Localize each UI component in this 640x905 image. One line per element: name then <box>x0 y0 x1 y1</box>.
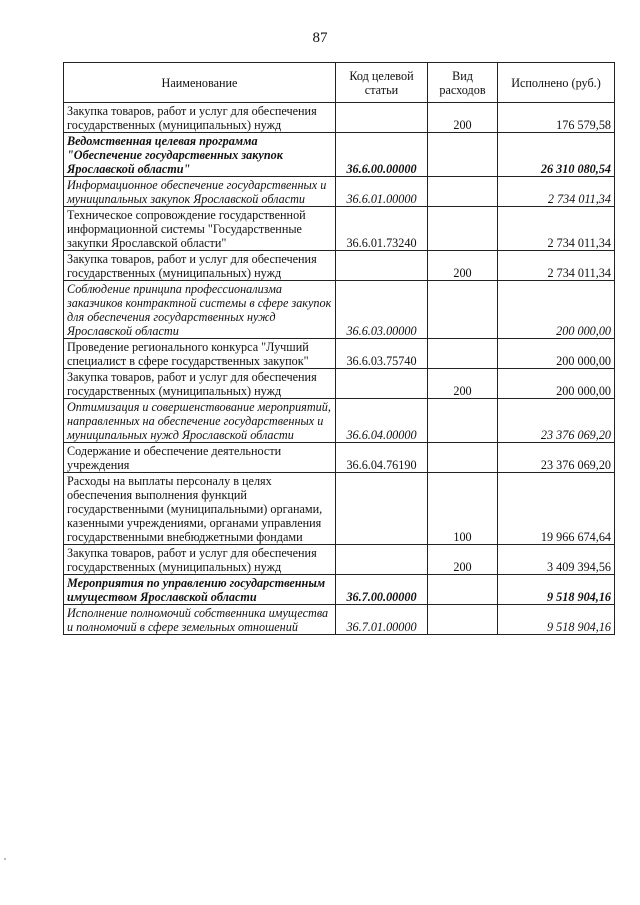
cell-amount: 2 734 011,34 <box>498 177 615 207</box>
cell-code: 36.6.00.00000 <box>336 133 428 177</box>
cell-name: Расходы на выплаты персоналу в целях обеспечения выполнения функций государственными (муниципальными) органами, казенными учреждениями, органами управления государственными внебюджетными фондами <box>64 473 336 545</box>
cell-code: 36.6.01.73240 <box>336 207 428 251</box>
cell-amount: 200 000,00 <box>498 369 615 399</box>
table-row <box>64 251 615 281</box>
cell-name: Закупка товаров, работ и услуг для обеспечения государственных (муниципальных) нужд <box>64 369 336 399</box>
table-row <box>64 399 615 443</box>
cell-amount: 3 409 394,56 <box>498 545 615 575</box>
cell-amount: 26 310 080,54 <box>498 133 615 177</box>
cell-amount: 23 376 069,20 <box>498 443 615 473</box>
table-row <box>64 545 615 575</box>
table-row <box>64 605 615 635</box>
cell-code: 36.6.01.00000 <box>336 177 428 207</box>
header-type: Вид расходов <box>428 63 498 103</box>
cell-type <box>428 575 498 605</box>
cell-code <box>336 369 428 399</box>
cell-type <box>428 605 498 635</box>
cell-amount: 19 966 674,64 <box>498 473 615 545</box>
cell-type <box>428 133 498 177</box>
page-number: 87 <box>312 30 328 46</box>
cell-amount: 9 518 904,16 <box>498 575 615 605</box>
table-row <box>64 443 615 473</box>
cell-name: Техническое сопровождение государственной информационной системы "Государственные закупки Ярославской области" <box>64 207 336 251</box>
cell-code: 36.6.03.75740 <box>336 339 428 369</box>
cell-code <box>336 251 428 281</box>
cell-name: Исполнение полномочий собственника имущества и полномочий в сфере земельных отношений <box>64 605 336 635</box>
cell-amount: 176 579,58 <box>498 103 615 133</box>
cell-type <box>428 339 498 369</box>
header-amount: Исполнено (руб.) <box>498 63 615 103</box>
cell-type <box>428 399 498 443</box>
cell-name: Проведение регионального конкурса "Лучший специалист в сфере государственных закупок" <box>64 339 336 369</box>
cell-type: 200 <box>428 251 498 281</box>
cell-name: Оптимизация и совершенствование мероприятий, направленных на обеспечение государственных и муниципальных нужд Ярославской области <box>64 399 336 443</box>
cell-type <box>428 281 498 339</box>
cell-name: Закупка товаров, работ и услуг для обеспечения государственных (муниципальных) нужд <box>64 545 336 575</box>
cell-name: Информационное обеспечение государственных и муниципальных закупок Ярославской области <box>64 177 336 207</box>
table-row <box>64 207 615 251</box>
cell-amount: 23 376 069,20 <box>498 399 615 443</box>
cell-code <box>336 103 428 133</box>
cell-amount: 2 734 011,34 <box>498 207 615 251</box>
table-header-row <box>64 63 615 103</box>
cell-code: 36.7.01.00000 <box>336 605 428 635</box>
table-row <box>64 339 615 369</box>
cell-amount: 9 518 904,16 <box>498 605 615 635</box>
cell-amount: 200 000,00 <box>498 281 615 339</box>
cell-name: Закупка товаров, работ и услуг для обеспечения государственных (муниципальных) нужд <box>64 251 336 281</box>
cell-type <box>428 443 498 473</box>
cell-type: 100 <box>428 473 498 545</box>
table-row <box>64 133 615 177</box>
table-row <box>64 177 615 207</box>
cell-code: 36.6.04.76190 <box>336 443 428 473</box>
cell-name: Соблюдение принципа профессионализма заказчиков контрактной системы в сфере закупок для обеспечения государственных нужд Ярославской области <box>64 281 336 339</box>
cell-code: 36.6.04.00000 <box>336 399 428 443</box>
expenditure-table <box>63 62 615 635</box>
cell-name: Ведомственная целевая программа "Обеспечение государственных закупок Ярославской области" <box>64 133 336 177</box>
cell-type <box>428 207 498 251</box>
scan-speck <box>4 858 6 860</box>
cell-type: 200 <box>428 545 498 575</box>
table-row <box>64 575 615 605</box>
cell-type <box>428 177 498 207</box>
cell-code <box>336 473 428 545</box>
cell-type: 200 <box>428 103 498 133</box>
cell-name: Содержание и обеспечение деятельности учреждения <box>64 443 336 473</box>
cell-amount: 200 000,00 <box>498 339 615 369</box>
header-code: Код целевой статьи <box>336 63 428 103</box>
cell-name: Мероприятия по управлению государственным имуществом Ярославской области <box>64 575 336 605</box>
header-name: Наименование <box>64 63 336 103</box>
table-row <box>64 369 615 399</box>
cell-code: 36.6.03.00000 <box>336 281 428 339</box>
cell-code: 36.7.00.00000 <box>336 575 428 605</box>
cell-code <box>336 545 428 575</box>
table-row <box>64 473 615 545</box>
cell-type: 200 <box>428 369 498 399</box>
table-row <box>64 281 615 339</box>
table-row <box>64 103 615 133</box>
cell-amount: 2 734 011,34 <box>498 251 615 281</box>
cell-name: Закупка товаров, работ и услуг для обеспечения государственных (муниципальных) нужд <box>64 103 336 133</box>
